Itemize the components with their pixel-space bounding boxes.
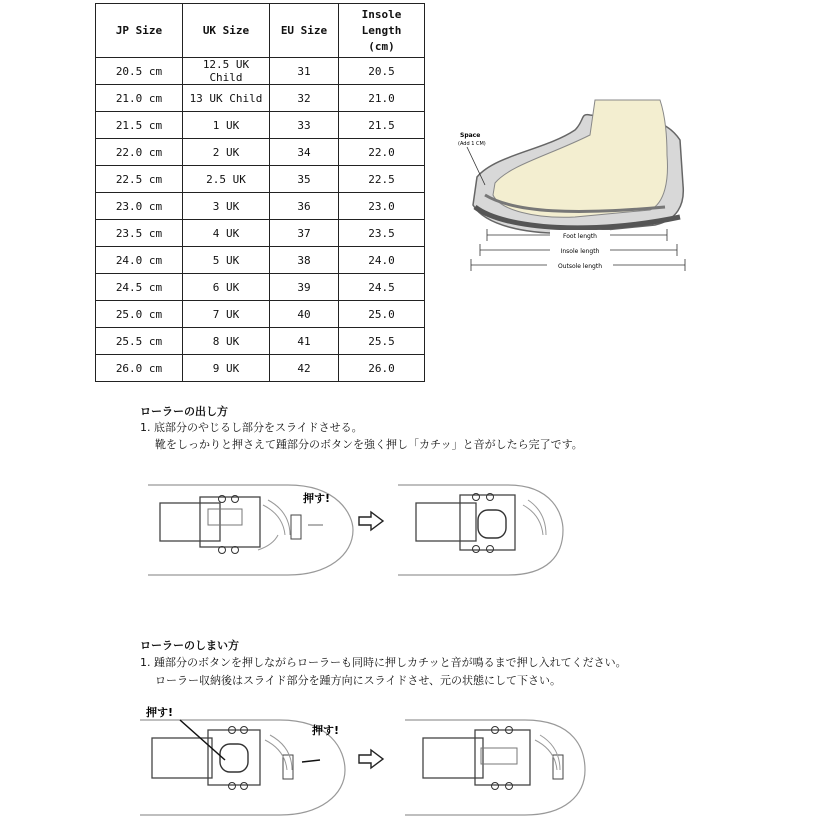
size-chart-table [95,3,425,382]
section2-title: ローラーのしまい方 [140,639,239,652]
jp-size-cell: 21.5 cm [96,112,183,139]
uk-size-cell: 8 UK [183,328,270,355]
roller [220,744,248,772]
foot-length-label: Foot length [563,233,597,240]
insole-length-label: Insole length [560,248,600,255]
insole-length-cell: 23.0 [339,193,425,220]
insole-length-cell: 26.0 [339,355,425,382]
insole-length-cell: 25.0 [339,301,425,328]
uk-size-cell: 4 UK [183,220,270,247]
screw-icon [241,783,248,790]
screw-icon [473,546,480,553]
eu-size-cell: 33 [270,112,339,139]
header-insole-title: Insole Length [361,7,402,37]
jp-size-cell: 23.0 cm [96,193,183,220]
eu-size-cell: 40 [270,301,339,328]
space-label: Space [460,132,481,139]
slide-arrow-plate [481,748,517,764]
push-label: 押す! [303,492,331,505]
insole-length-cell: 20.5 [339,58,425,85]
header-jp-size: JP Size [96,4,183,58]
roller-out-diagram-after [398,465,568,590]
jp-size-cell: 25.0 cm [96,301,183,328]
header-insole-length [339,4,425,58]
eu-size-cell: 38 [270,247,339,274]
eu-size-cell: 34 [270,139,339,166]
jp-size-cell: 24.0 cm [96,247,183,274]
uk-size-cell: 2 UK [183,139,270,166]
jp-size-cell: 25.5 cm [96,328,183,355]
shoe-measurement-diagram [455,95,695,285]
heel-block [208,730,260,785]
tread-lines [258,500,290,550]
section1-line1: 1. 底部分のやじるし部分をスライドさせる。 [140,421,363,434]
table-row [96,112,425,139]
screw-icon [487,546,494,553]
slide-plate [416,503,476,541]
uk-size-cell: 5 UK [183,247,270,274]
uk-size-cell: 7 UK [183,301,270,328]
insole-length-cell: 22.0 [339,139,425,166]
uk-size-cell: 13 UK Child [183,85,270,112]
push-label-right: 押す! [312,724,340,737]
shoe-tree-outline [398,485,563,575]
table-row [96,85,425,112]
outsole-length-label: Outsole length [557,263,603,270]
screw-icon [492,783,499,790]
header-uk-size: UK Size [183,4,270,58]
insole-length-cell: 21.0 [339,85,425,112]
table-row [96,220,425,247]
table-row [96,247,425,274]
screw-icon [506,783,513,790]
jp-size-cell: 24.5 cm [96,274,183,301]
eu-size-cell: 35 [270,166,339,193]
uk-size-cell: 2.5 UK [183,166,270,193]
table-row [96,301,425,328]
jp-size-cell: 22.0 cm [96,139,183,166]
push-label-left: 押す! [146,706,174,719]
insole-length-cell: 23.5 [339,220,425,247]
header-insole-unit: (cm) [368,39,395,53]
table-row [96,274,425,301]
uk-size-cell: 1 UK [183,112,270,139]
tread-lines [523,500,546,535]
jp-size-cell: 23.5 cm [96,220,183,247]
section1-line2: 靴をしっかりと押さえて踵部分のボタンを強く押し「カチッ」と音がしたら完了です。 [155,438,583,451]
roller-out-diagram-before [148,465,358,590]
insole-length-cell: 22.5 [339,166,425,193]
jp-size-cell: 20.5 cm [96,58,183,85]
table-row [96,355,425,382]
jp-size-cell: 26.0 cm [96,355,183,382]
heel-button [291,515,301,539]
eu-size-cell: 42 [270,355,339,382]
section2-line2: ローラー収納後はスライド部分を踵方向にスライドさせ、元の状態にして下さい。 [155,674,562,687]
section1-title: ローラーの出し方 [140,405,228,418]
heel-block [200,497,260,547]
roller-in-diagram-before [140,700,355,825]
jp-size-cell: 21.0 cm [96,85,183,112]
uk-size-cell: 6 UK [183,274,270,301]
table-row [96,166,425,193]
insole-length-cell: 24.5 [339,274,425,301]
roller [478,510,506,538]
eu-size-cell: 39 [270,274,339,301]
screw-icon [229,783,236,790]
uk-size-cell: 9 UK [183,355,270,382]
insole-length-cell: 24.0 [339,247,425,274]
slide-arrow-plate [208,509,242,525]
next-step-arrow-icon [357,748,385,770]
next-step-arrow-icon [357,510,385,532]
slide-plate [152,738,212,778]
push-pointer [180,720,225,760]
eu-size-cell: 41 [270,328,339,355]
table-row [96,193,425,220]
shoe-tree-outline [405,720,585,815]
eu-size-cell: 36 [270,193,339,220]
table-row [96,58,425,85]
uk-size-cell: 3 UK [183,193,270,220]
insole-length-cell: 21.5 [339,112,425,139]
tread-lines [535,735,560,770]
eu-size-cell: 37 [270,220,339,247]
slide-plate [423,738,483,778]
table-row [96,139,425,166]
table-row [96,328,425,355]
eu-size-cell: 31 [270,58,339,85]
space-note: (Add 1 CM) [458,141,486,147]
header-eu-size: EU Size [270,4,339,58]
roller-in-diagram-after [405,700,590,825]
eu-size-cell: 32 [270,85,339,112]
uk-size-cell: 12.5 UK Child [183,58,270,85]
table-header-row [96,4,425,58]
push-arrow [302,760,320,762]
section2-line1: 1. 踵部分のボタンを押しながらローラーも同時に押しカチッと音が鳴るまで押し入れてください。 [140,656,627,669]
tread-lines [265,735,292,770]
jp-size-cell: 22.5 cm [96,166,183,193]
insole-length-cell: 25.5 [339,328,425,355]
